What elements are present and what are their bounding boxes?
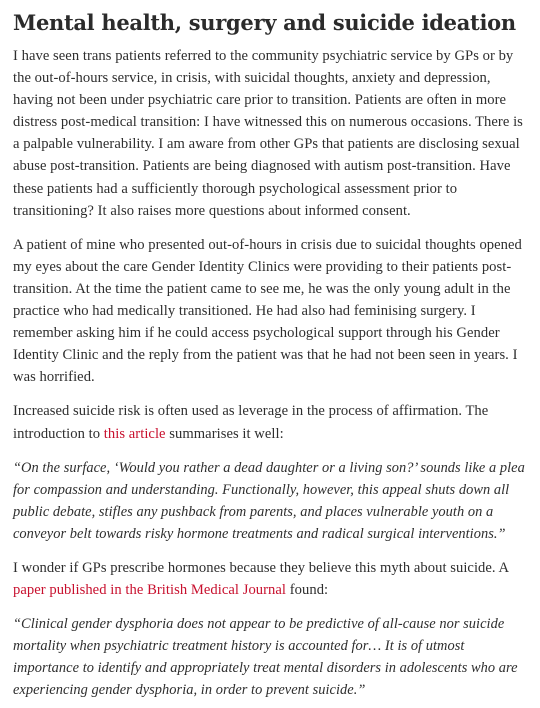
paragraph-patient-crisis: A patient of mine who presented out-of-hours in crisis due to suicidal thoughts opened my eyes about the care Gender Identity Clinics were providing to their patients post-transition. At the time the patient came to see me, he was the only young adult in the practice who had medically transitioned. He had also had feminising surgery. I remember asking him if he could access psychological support through his Gender Identity Clinic and the reply from the patient was that he had not been seen in years. I was horrified. [13,236,522,386]
section-heading: Mental health, surgery and suicide ideation [13,10,516,35]
paragraph-suicide-leverage [13,400,532,444]
paragraph-trans-patients-referral: I have seen trans patients referred to the community psychiatric service by GPs or by the out-of-hours service, in crisis, with suicidal thoughts, anxiety and depression, having not been under psychiatric care prior to transition. Patients are often in more distress post-medical transition: I have witnessed this on numerous occasions. There is a palpable vulnerability. I am aware from other GPs that patients are disclosing sexual abuse post-transition. Patients are being diagnosed with autism post-transition. Have these patients had a sufficiently thorough psychological assessment prior to transitioning? It also raises more questions about informed consent. [13,48,523,219]
paragraph-text: I wonder if GPs prescribe hormones because they believe this myth about suicide. A [13,559,509,576]
paragraph-text: found: [286,582,329,599]
paragraph-gp-hormones [13,557,532,601]
paragraph-text: summarises it well: [165,425,284,442]
paragraph-text: Increased suicide risk is often used as leverage in the process of affirmation. The introduction to [13,403,489,442]
this-article-link[interactable]: this article [103,425,166,442]
quote-dead-daughter: “On the surface, ‘Would you rather a dead daughter or a living son?’ sounds like a plea for compassion and understanding. Functionally, however, this appeal shuts down all public debate, stifles any pushback from parents, and places vulnerable youth on a conveyor belt towards risky hormone treatments and radical surgical interventions.” [13,459,525,542]
bmj-paper-link[interactable]: paper published in the British Medical Journal [13,582,287,599]
quote-bmj-finding: “Clinical gender dysphoria does not appear to be predictive of all-cause nor suicide mortality when psychiatric treatment history is accounted for… It is of utmost importance to identify and appropriately treat mental disorders in adolescents who are experiencing gender dysphoria, in order to prevent suicide.” [13,616,518,699]
